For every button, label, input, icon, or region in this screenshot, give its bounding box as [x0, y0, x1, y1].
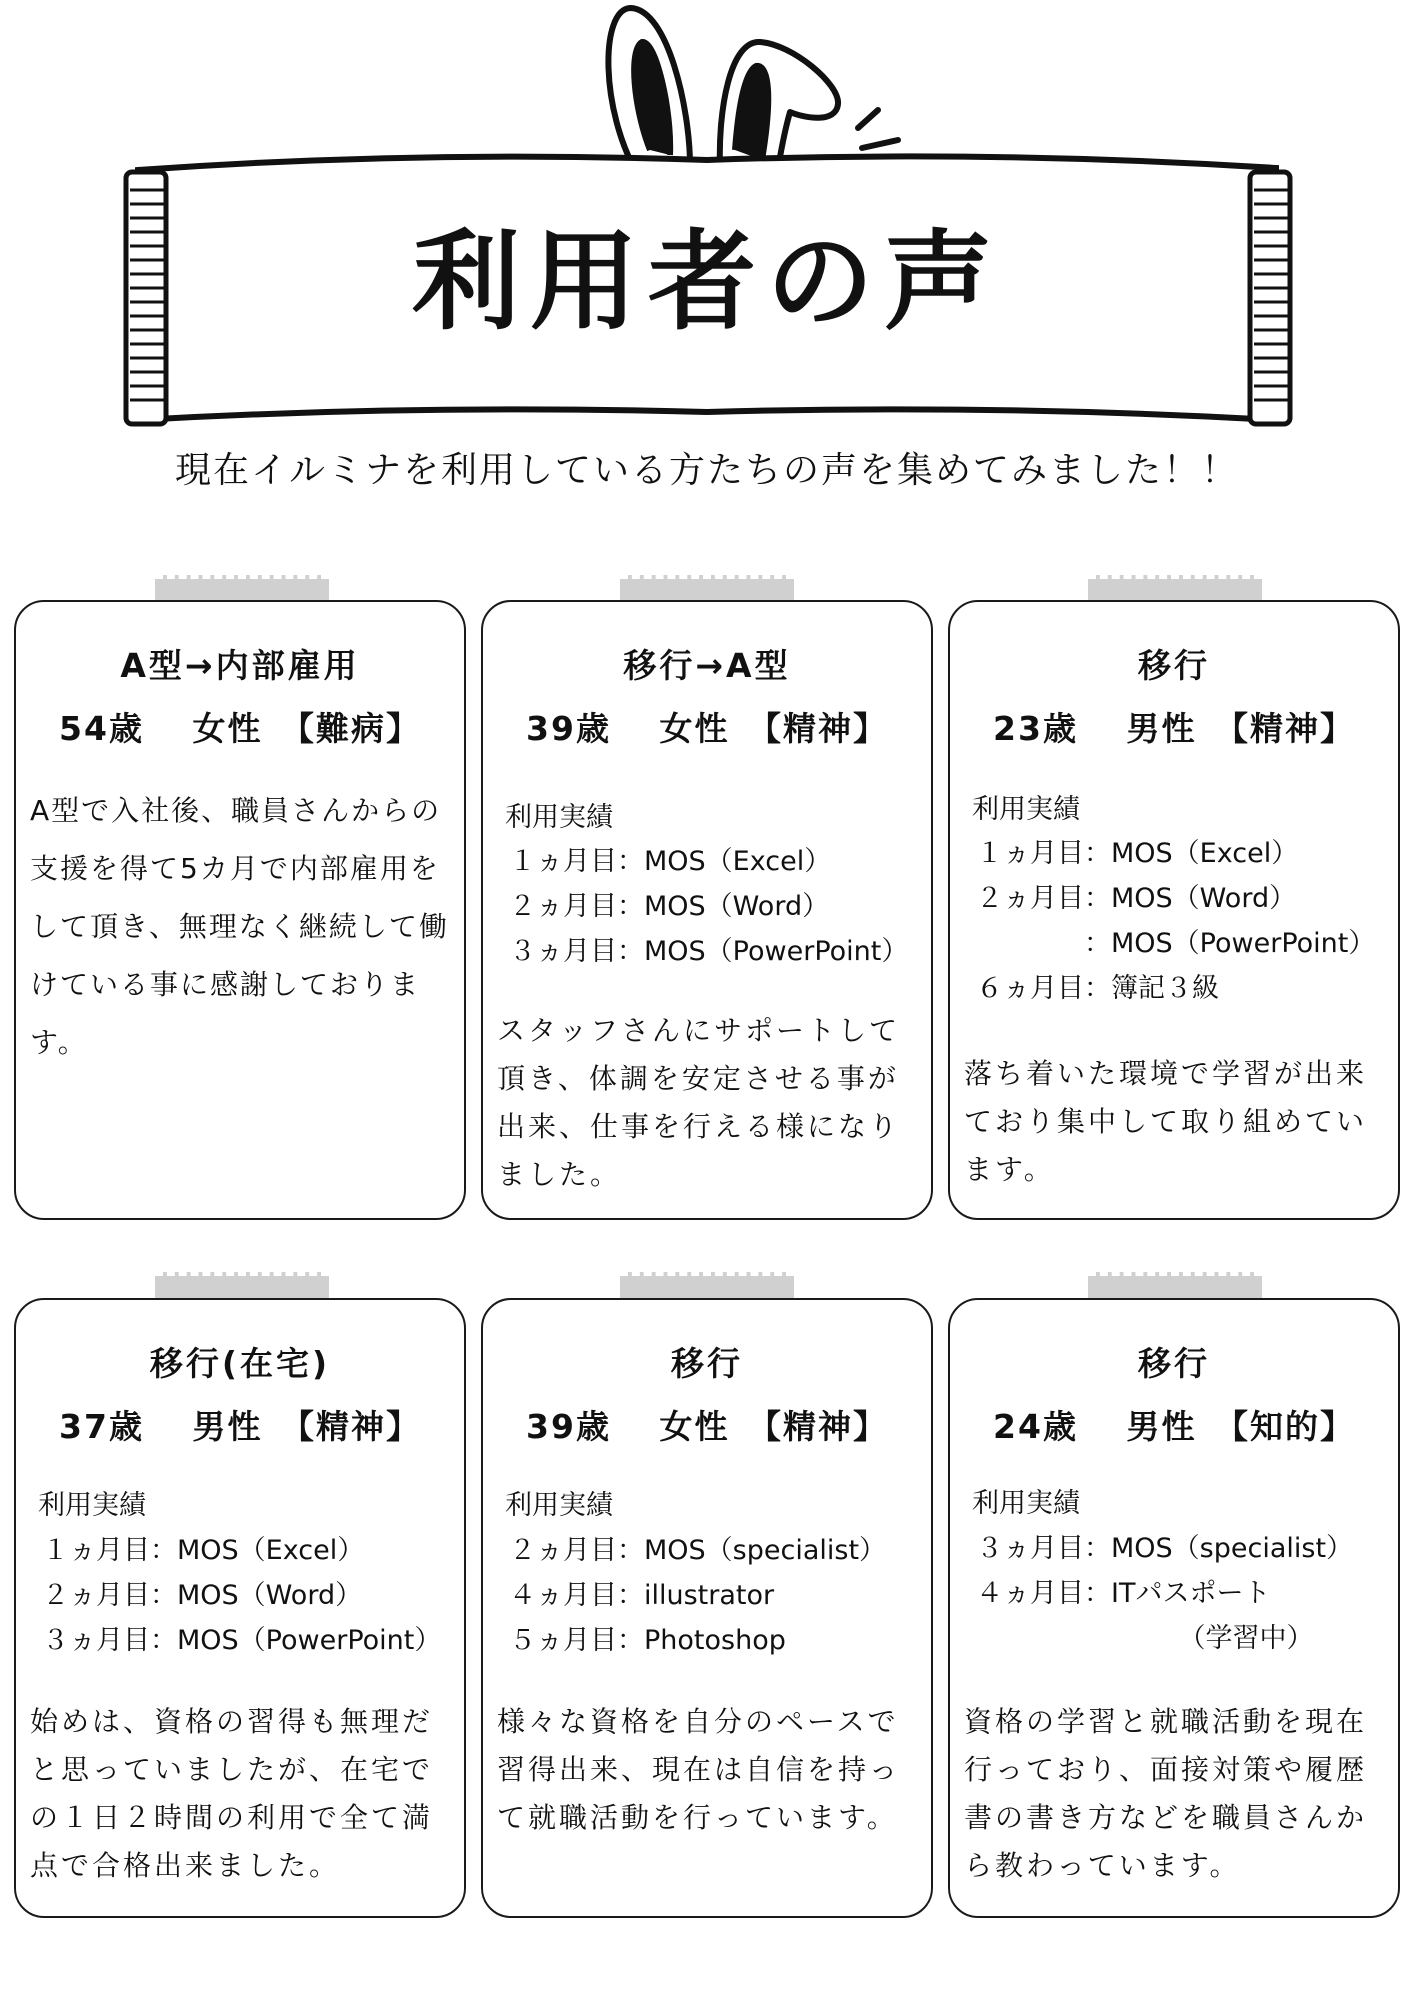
achievements-heading: 利用実績	[972, 1488, 1080, 1519]
banner-left-roll	[126, 172, 166, 424]
achievements-heading: 利用実績	[505, 802, 613, 833]
achievement-item: ３ヵ月目：MOS（PowerPoint）	[42, 1625, 442, 1656]
achievements-list	[509, 1528, 921, 1663]
card-service-type: 移行(在宅)	[149, 1344, 331, 1383]
card-service-type: 移行	[1138, 1344, 1210, 1383]
testimonial-card	[14, 1298, 466, 1918]
card-profile: 54歳 女性 【難病】	[59, 709, 421, 748]
card-comment: A型で入社後、職員さんからの支援を得て5カ月で内部雇用をして頂き、無理なく継続して働けている事に感謝しております。	[30, 794, 449, 1059]
card-profile: 39歳 女性 【精神】	[526, 1407, 888, 1446]
achievement-item: ４ヵ月目：illustrator	[509, 1580, 775, 1611]
achievement-item: ３ヵ月目：MOS（PowerPoint）	[509, 936, 909, 967]
achievements-heading: 利用実績	[505, 1490, 613, 1521]
card-service-type: 移行	[671, 1344, 743, 1383]
achievements-heading: 利用実績	[38, 1490, 146, 1521]
card-service-type: 移行→A型	[623, 646, 791, 685]
testimonial-card	[948, 1298, 1400, 1918]
achievement-item: ２ヵ月目：MOS（Word）	[976, 883, 1297, 914]
card-profile: 23歳 男性 【精神】	[993, 709, 1355, 748]
testimonial-card	[948, 600, 1400, 1220]
achievement-item: ：MOS（PowerPoint）	[976, 928, 1376, 959]
achievement-item: １ヵ月目：MOS（Excel）	[42, 1535, 365, 1566]
achievements-list	[42, 1528, 454, 1663]
achievement-item: ２ヵ月目：MOS（Word）	[42, 1580, 363, 1611]
page-subtitle: 現在イルミナを利用している方たちの声を集めてみました！！	[174, 450, 1239, 491]
card-comment: 始めは、資格の習得も無理だと思っていましたが、在宅での１日２時間の利用で全て満点で合格出来ました。	[30, 1705, 434, 1882]
achievement-item: （学習中）	[976, 1623, 1314, 1654]
card-comment: 資格の学習と就職活動を現在行っており、面接対策や履歴書の書き方などを職員さんから教わっています。	[964, 1705, 1368, 1882]
achievement-item: ２ヵ月目：MOS（Word）	[509, 891, 830, 922]
achievements-heading: 利用実績	[972, 794, 1080, 825]
achievements-list	[976, 831, 1388, 1011]
achievement-item: １ヵ月目：MOS（Excel）	[976, 838, 1299, 869]
achievements-list	[509, 839, 921, 974]
achievement-item: ４ヵ月目：ITパスポート	[976, 1578, 1271, 1609]
card-service-type: A型→内部雇用	[120, 646, 360, 685]
card-comment: 落ち着いた環境で学習が出来ており集中して取り組めています。	[964, 1057, 1368, 1186]
achievement-item: ３ヵ月目：MOS（specialist）	[976, 1533, 1354, 1564]
achievement-item: １ヵ月目：MOS（Excel）	[509, 846, 832, 877]
banner-right-roll	[1250, 172, 1290, 424]
page-title: 利用者の声	[411, 220, 1002, 345]
testimonial-card	[481, 1298, 933, 1918]
achievement-item: ６ヵ月目：簿記３級	[976, 973, 1219, 1004]
card-comment: 様々な資格を自分のペースで習得出来、現在は自信を持って就職活動を行っています。	[497, 1705, 901, 1834]
card-profile: 39歳 女性 【精神】	[526, 709, 888, 748]
card-profile: 37歳 男性 【精神】	[59, 1407, 421, 1446]
achievement-item: ２ヵ月目：MOS（specialist）	[509, 1535, 887, 1566]
achievement-item: ５ヵ月目：Photoshop	[509, 1625, 786, 1656]
testimonial-card	[14, 600, 466, 1220]
testimonial-card	[481, 600, 933, 1220]
card-profile: 24歳 男性 【知的】	[993, 1407, 1355, 1446]
achievements-list	[976, 1526, 1388, 1661]
card-service-type: 移行	[1138, 646, 1210, 685]
card-comment: スタッフさんにサポートして頂き、体調を安定させる事が出来、仕事を行える様になりました。	[497, 1014, 901, 1191]
